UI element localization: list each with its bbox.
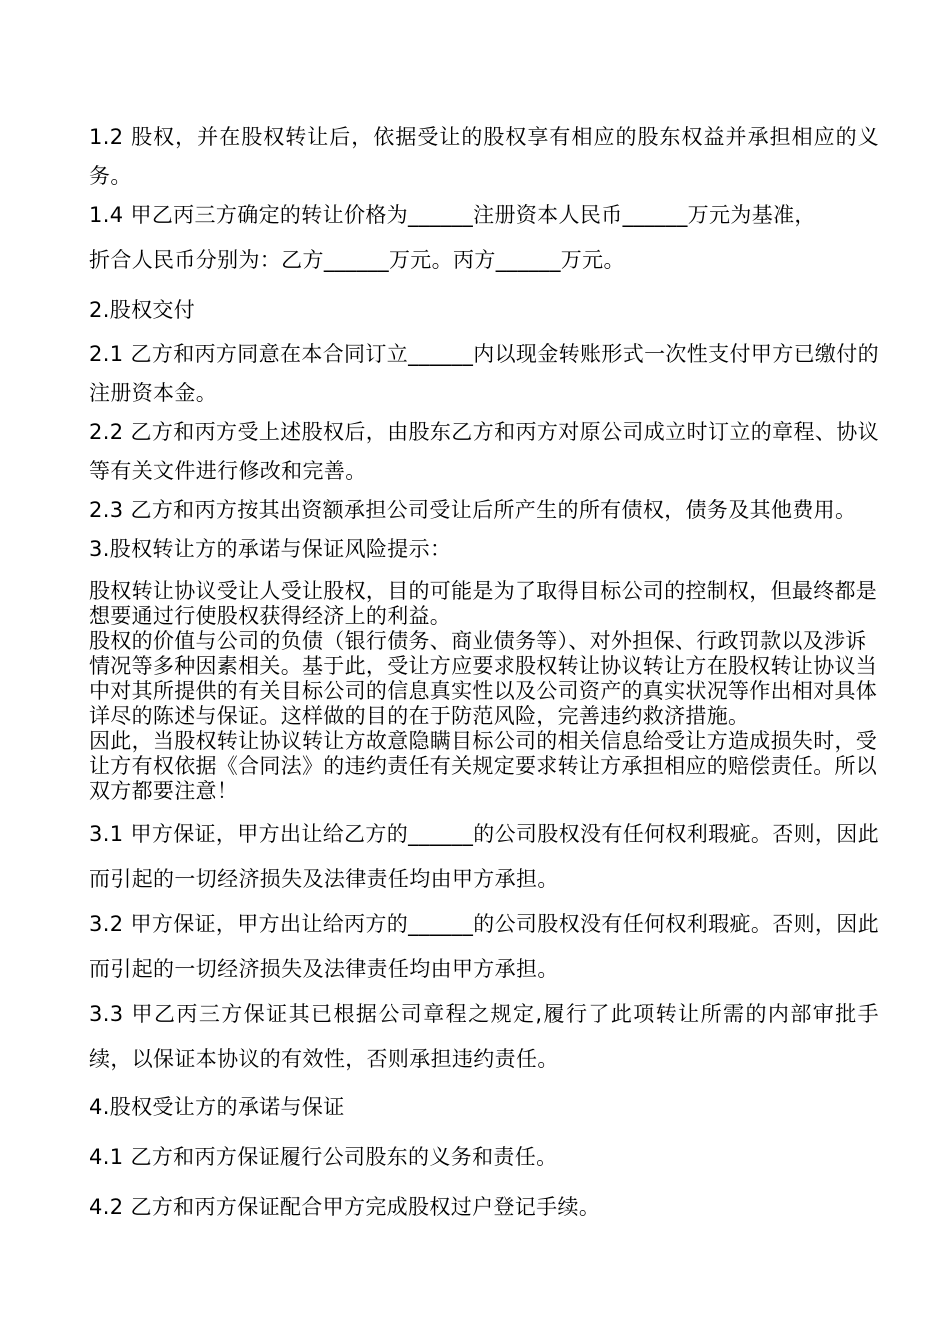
clause-2-3: 2.3 乙方和丙方按其出资额承担公司受让后所产生的所有债权，债务及其他费用。 <box>89 498 857 522</box>
section-2-heading: 2.股权交付 <box>89 298 196 322</box>
clause-4-1: 4.1 乙方和丙方保证履行公司股东的义务和责任。 <box>89 1145 558 1169</box>
clause-2-1: 2.1 乙方和丙方同意在本合同订立______内以现金转账形式一次性支付甲方已缴付的注册资本金。 <box>89 342 879 405</box>
clause-3-1: 3.1 甲方保证，甲方出让给乙方的______的公司股权没有任何权利瑕疵。否则，因此而引起的一切经济损失及法律责任均由甲方承担。 <box>89 822 879 891</box>
clause-1-4-line2: 折合人民币分别为：乙方______万元。丙方______万元。 <box>89 248 625 272</box>
risk-notice <box>89 579 879 804</box>
clause-4-2: 4.2 乙方和丙方保证配合甲方完成股权过户登记手续。 <box>89 1195 601 1219</box>
clause-1-4-line1: 1.4 甲乙丙三方确定的转让价格为______注册资本人民币______万元为基准， <box>89 203 816 227</box>
clause-3-2: 3.2 甲方保证，甲方出让给丙方的______的公司股权没有任何权利瑕疵。否则，因此而引起的一切经济损失及法律责任均由甲方承担。 <box>89 912 879 981</box>
section-4-heading: 4.股权受让方的承诺与保证 <box>89 1095 345 1119</box>
document-page <box>89 118 879 1232</box>
clause-1-2: 1.2 股权，并在股权转让后，依据受让的股权享有相应的股东权益并承担相应的义务。 <box>89 125 879 188</box>
risk-paragraph-2: 股权的价值与公司的负债（银行债务、商业债务等）、对外担保、行政罚款以及涉诉情况等多种因素相关。基于此，受让方应要求股权转让协议转让方在股权转让协议当中对其所提供的有关目标公司的信息真实性以及公司资产的真实状况等作出相对具体详尽的陈述与保证。这样做的目的在于防范风险，完善违约救济措施。 <box>89 629 878 728</box>
clause-2-2: 2.2 乙方和丙方受上述股权后，由股东乙方和丙方对原公司成立时订立的章程、协议等有关文件进行修改和完善。 <box>89 420 879 483</box>
clause-3-3: 3.3 甲乙丙三方保证其已根据公司章程之规定,履行了此项转让所需的内部审批手续，以保证本协议的有效性，否则承担违约责任。 <box>89 1002 879 1071</box>
section-3-heading: 3.股权转让方的承诺与保证风险提示： <box>89 537 452 561</box>
risk-paragraph-3: 因此，当股权转让协议转让方故意隐瞒目标公司的相关信息给受让方造成损失时，受让方有权依据《合同法》的违约责任有关规定要求转让方承担相应的赔偿责任。所以双方都要注意！ <box>89 729 878 803</box>
risk-paragraph-1: 股权转让协议受让人受让股权，目的可能是为了取得目标公司的控制权，但最终都是想要通过行使股权获得经济上的利益。 <box>89 579 878 628</box>
